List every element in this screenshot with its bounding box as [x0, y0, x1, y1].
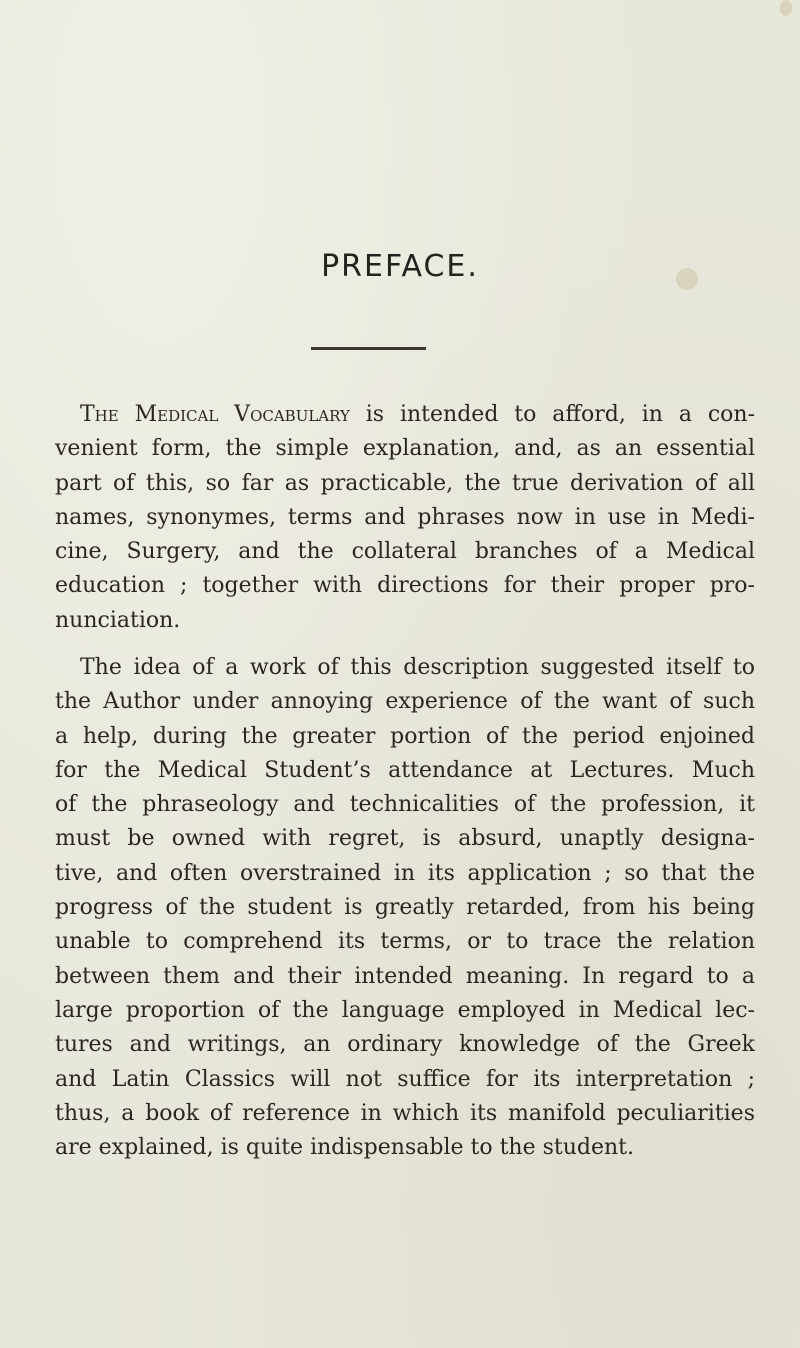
- paragraph-line: nunciation.: [55, 607, 181, 633]
- paragraph-2: [55, 651, 755, 1165]
- paragraph-line: and Latin Classics will not suffice for its interpretation ;: [55, 1066, 755, 1092]
- paragraph-line: tive, and often overstrained in its application ; so that the: [55, 860, 755, 886]
- paragraph-line: tures and writings, an ordinary knowledge of the Greek: [55, 1032, 755, 1058]
- paragraph-line: part of this, so far as practicable, the true derivation of all: [55, 470, 755, 496]
- paper-stain: [780, 0, 792, 16]
- page-title: PREFACE.: [321, 249, 479, 284]
- paragraph-line: must be owned with regret, is absurd, unaptly designa-: [55, 826, 755, 852]
- paragraph-line: cine, Surgery, and the collateral branches of a Medical: [55, 539, 755, 565]
- paragraph-line: are explained, is quite indispensable to the student.: [55, 1135, 634, 1161]
- title-rule: [311, 347, 426, 350]
- paragraph-line: [55, 398, 755, 432]
- paragraph-line: between them and their intended meaning. In regard to a: [55, 963, 755, 989]
- paragraph-line: The idea of a work of this description suggested itself to: [80, 655, 755, 680]
- paragraph-line: venient form, the simple explanation, and, as an essential: [55, 436, 755, 462]
- paragraph-line: the Author under annoying experience of the want of such: [55, 689, 755, 715]
- paragraph-line: education ; together with directions for their proper pro-: [55, 573, 755, 599]
- paragraph-line: for the Medical Student’s attendance at Lectures. Much: [55, 757, 755, 783]
- paragraph-line: a help, during the greater portion of the period enjoined: [55, 723, 755, 749]
- paragraph-line: large proportion of the language employed in Medical lec-: [55, 997, 755, 1023]
- paragraph-line: of the phraseology and technicalities of the profession, it: [55, 792, 755, 818]
- paragraph-line: progress of the student is greatly retarded, from his being: [55, 895, 755, 921]
- paragraph-text: is intended to afford, in a con-: [349, 402, 756, 427]
- paragraph-line: unable to comprehend its terms, or to trace the relation: [55, 929, 755, 955]
- book-title: The Medical Vocabulary: [80, 402, 350, 427]
- paragraph-line: names, synonymes, terms and phrases now in use in Medi-: [55, 504, 755, 530]
- paragraph-line: thus, a book of reference in which its manifold peculiarities: [55, 1100, 755, 1126]
- paragraph-1: [55, 398, 755, 638]
